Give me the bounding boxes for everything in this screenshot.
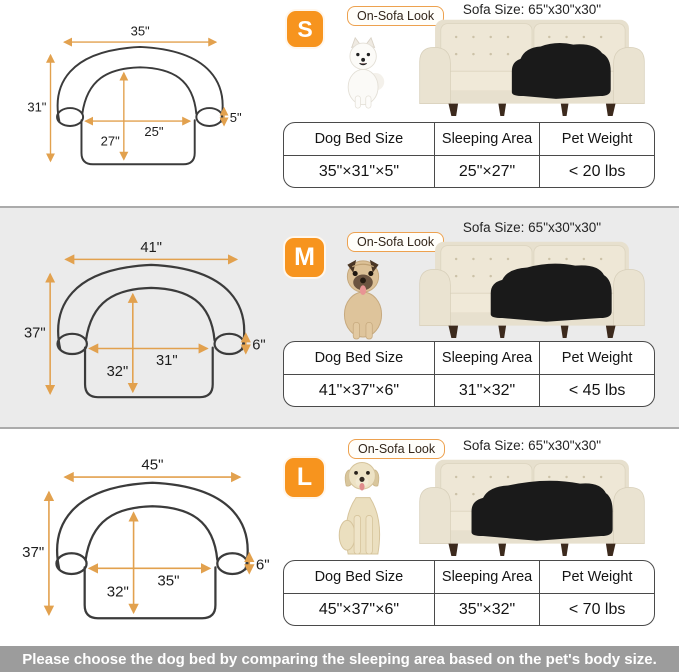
pet-cover-black [512, 43, 611, 99]
table-value-pet-weight: < 45 lbs [539, 374, 654, 406]
table-header-dog-bed-size: Dog Bed Size [314, 131, 404, 147]
table-header-dog-bed-size: Dog Bed Size [314, 350, 404, 366]
sofa-drawing [412, 238, 652, 338]
height-dimension-label: 37" [22, 544, 45, 562]
bed-dimension-diagram-m [18, 230, 266, 414]
dog-bed-outline-drawing [22, 16, 242, 175]
table-value-bed-size: 35"×31"×5" [284, 155, 434, 187]
height-dimension-label: 31" [27, 99, 47, 115]
sofa-size-text: Sofa Size: 65"x30"x30" [462, 438, 602, 453]
size-badge-l: L [283, 456, 326, 499]
sofa-image [412, 456, 652, 556]
sofa-image [412, 16, 652, 116]
pug-drawing [336, 254, 390, 340]
table-value-bed-size: 41"×37"×6" [284, 374, 434, 406]
bed-dimension-diagram-l [16, 447, 270, 627]
size-badge-m: M [283, 236, 326, 279]
footer-note: Please choose the dog bed by comparing the sleeping area based on the pet's body size. [0, 646, 679, 672]
sofa-size-text: Sofa Size: 65"x30"x30" [462, 2, 602, 17]
sofa-image [412, 238, 652, 338]
bolster-dimension-label: 6" [255, 556, 270, 574]
dog-bed-outline-drawing [18, 230, 266, 409]
sofa-drawing [412, 456, 652, 556]
dog-photo-pomeranian [342, 34, 386, 112]
sleep-height-dimension-label: 32" [106, 364, 129, 381]
sleep-width-dimension-label: 31" [156, 353, 178, 370]
sofa-drawing [412, 16, 652, 116]
table-value-pet-weight: < 20 lbs [539, 155, 654, 187]
spec-table-m [283, 341, 655, 407]
bed-outline [57, 265, 244, 397]
spec-table-l [283, 560, 655, 626]
width-dimension-label: 35" [130, 23, 150, 39]
dog-photo-labrador [334, 458, 390, 557]
table-value-sleeping-area: 25"×27" [434, 155, 539, 187]
height-dimension-label: 37" [23, 325, 46, 342]
sleep-height-dimension-label: 32" [106, 583, 129, 601]
table-value-bed-size: 45"×37"×6" [284, 593, 434, 625]
table-value-pet-weight: < 70 lbs [539, 593, 654, 625]
sofa-legs [448, 544, 615, 556]
on-sofa-look-label: On-Sofa Look [347, 6, 444, 26]
table-header-dog-bed-size: Dog Bed Size [314, 569, 404, 585]
dimension-arrows [49, 477, 249, 614]
sleep-width-dimension-label: 25" [144, 123, 164, 139]
table-header-sleeping-area: Sleeping Area [434, 342, 539, 374]
table-header-pet-weight: Pet Weight [539, 123, 654, 155]
sleep-width-dimension-label: 35" [157, 572, 180, 590]
table-header-pet-weight: Pet Weight [539, 561, 654, 593]
bolster-dimension-label: 5" [229, 109, 242, 125]
dimension-arrows [51, 42, 225, 161]
sofa-legs [448, 326, 615, 338]
table-header-pet-weight: Pet Weight [539, 342, 654, 374]
pomeranian-drawing [342, 34, 386, 112]
bed-dimension-diagram-s [22, 16, 242, 186]
dog-photo-pug [336, 254, 390, 340]
section-size-l [0, 429, 679, 646]
bed-outline [56, 483, 247, 618]
table-value-sleeping-area: 35"×32" [434, 593, 539, 625]
table-header-sleeping-area: Sleeping Area [434, 561, 539, 593]
bed-outline [57, 47, 223, 164]
section-size-m [0, 206, 679, 429]
bolster-dimension-label: 6" [252, 337, 266, 354]
on-sofa-look-label: On-Sofa Look [348, 439, 445, 459]
sleep-height-dimension-label: 27" [100, 133, 120, 149]
labrador-drawing [334, 458, 390, 557]
width-dimension-label: 41" [140, 240, 162, 257]
section-size-s [0, 0, 679, 206]
on-sofa-look-label: On-Sofa Look [347, 232, 444, 252]
dog-bed-outline-drawing [16, 447, 270, 630]
sofa-legs [448, 104, 615, 116]
table-header-sleeping-area: Sleeping Area [434, 123, 539, 155]
dimension-arrows [50, 259, 246, 393]
sofa-size-text: Sofa Size: 65"x30"x30" [462, 220, 602, 235]
spec-table-s [283, 122, 655, 188]
width-dimension-label: 45" [141, 456, 164, 474]
pet-cover-black [472, 481, 613, 541]
size-badge-s: S [285, 9, 325, 49]
table-value-sleeping-area: 31"×32" [434, 374, 539, 406]
